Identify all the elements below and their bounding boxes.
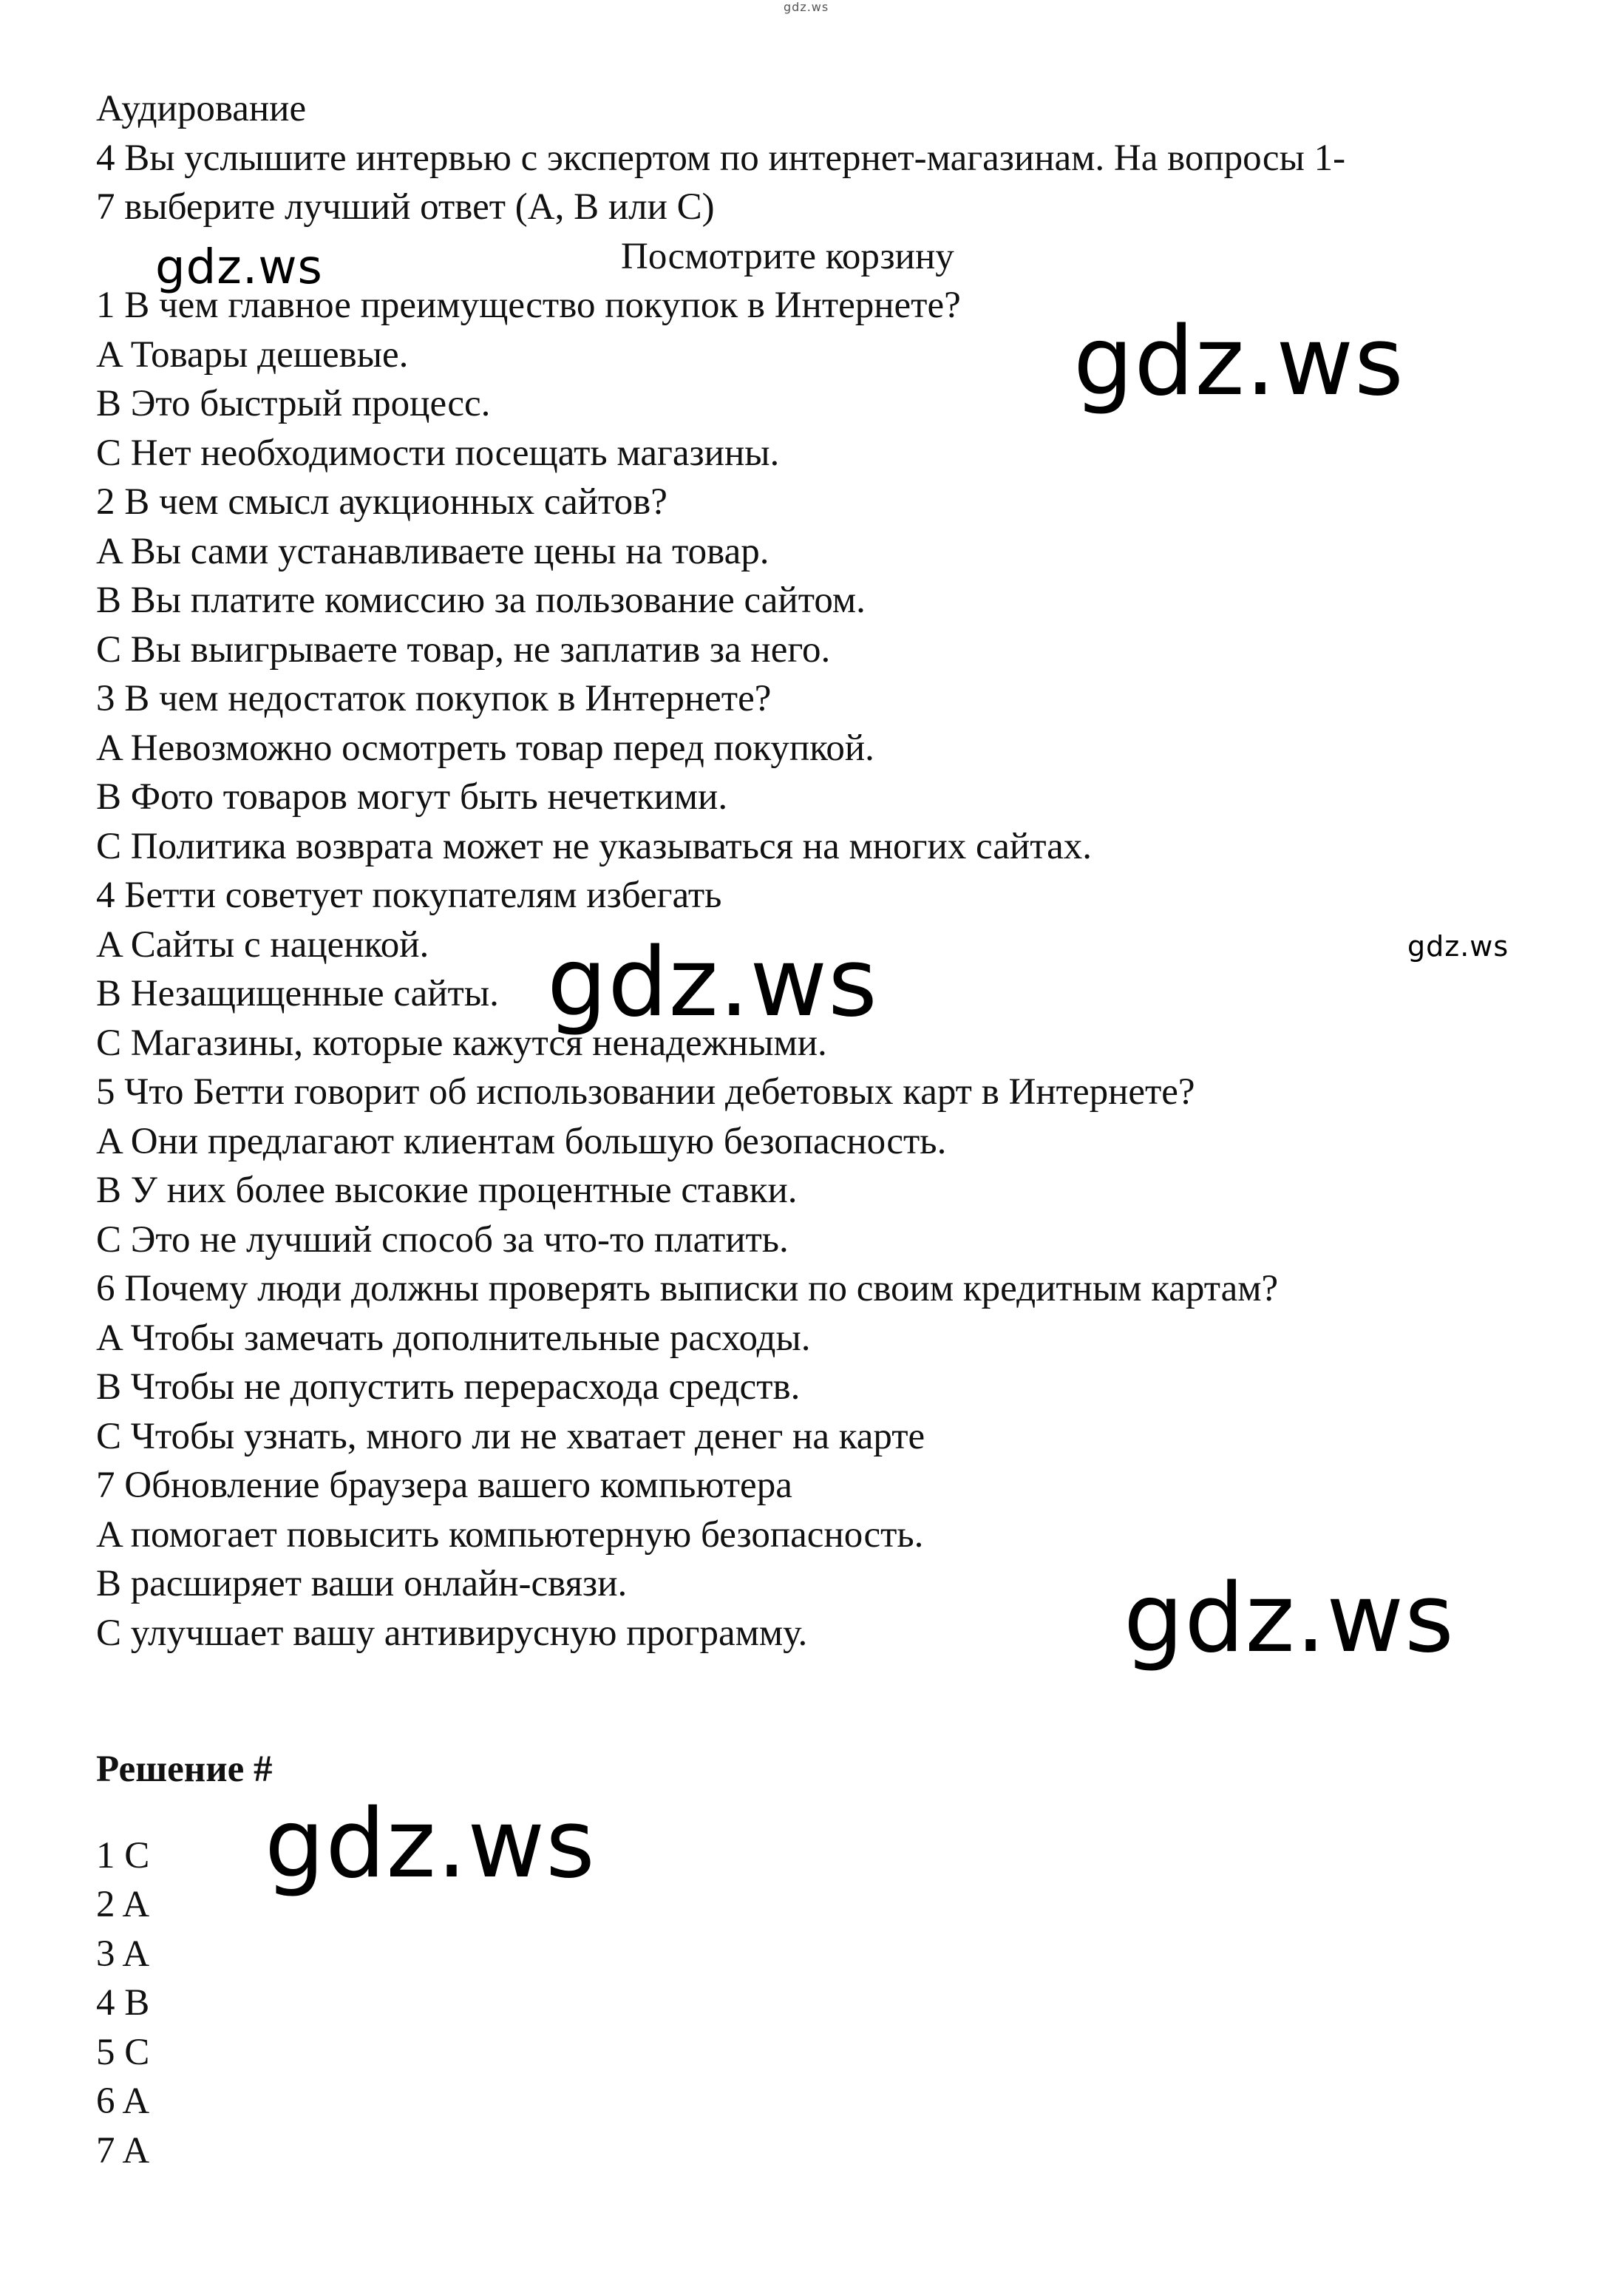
question-text: 3 В чем недостаток покупок в Интернете? xyxy=(96,678,772,719)
question-block-6 xyxy=(96,1264,1560,1461)
question-text: 7 Обновление браузера вашего компьютера xyxy=(96,1465,792,1506)
task-instruction-line-1: 4 Вы услышите интервью с экспертом по интернет-магазинам. На вопросы 1- xyxy=(96,137,1346,179)
answer-item: 5 C xyxy=(96,2031,150,2073)
option-a: A помогает повысить компьютерную безопасность. xyxy=(96,1513,924,1556)
answer-item: 2 A xyxy=(96,1884,150,1925)
option-a: A Вы сами устанавливаете цены на товар. xyxy=(96,530,769,572)
question-block-3 xyxy=(96,674,1560,871)
question-text: 2 В чем смысл аукционных сайтов? xyxy=(96,481,667,523)
question-text: 6 Почему люди должны проверять выписки по своим кредитным картам? xyxy=(96,1268,1279,1309)
task-instruction-line-2: 7 выберите лучший ответ (A, B или C) xyxy=(96,186,715,228)
subtitle: Посмотрите корзину xyxy=(621,235,954,277)
solution-section xyxy=(96,1745,272,2175)
option-a: A Чтобы замечать дополнительные расходы. xyxy=(96,1317,811,1359)
option-a: A Невозможно осмотреть товар перед покупкой. xyxy=(96,727,874,769)
option-b: B Фото товаров могут быть нечеткими. xyxy=(96,776,728,818)
section-title: Аудирование xyxy=(96,88,307,129)
answer-item: 6 A xyxy=(96,2081,150,2122)
question-block-2 xyxy=(96,478,1560,674)
question-text: 5 Что Бетти говорит об использовании дебетовых карт в Интернете? xyxy=(96,1071,1195,1113)
option-c: C Политика возврата может не указываться на многих сайтах. xyxy=(96,825,1092,867)
header-watermark: gdz.ws xyxy=(784,0,829,14)
option-b: B Незащищенные сайты. xyxy=(96,973,499,1014)
answer-list xyxy=(96,1831,272,2176)
question-block-5 xyxy=(96,1068,1560,1264)
watermark: gdz.ws xyxy=(1407,930,1509,963)
watermark: gdz.ws xyxy=(265,1789,596,1899)
option-a: A Товары дешевые. xyxy=(96,333,409,376)
option-a: A Они предлагают клиентам большую безопасность. xyxy=(96,1120,947,1162)
option-c: C Магазины, которые кажутся ненадежными. xyxy=(96,1022,827,1064)
option-b: B расширяет ваши онлайн-связи. xyxy=(96,1563,628,1604)
answer-item: 7 A xyxy=(96,2129,150,2171)
watermark: gdz.ws xyxy=(1073,307,1404,417)
option-b: B У них более высокие процентные ставки. xyxy=(96,1170,798,1211)
question-text: 4 Бетти советует покупателям избегать xyxy=(96,875,722,916)
option-c: C Чтобы узнать, много ли не хватает денег на карте xyxy=(96,1415,925,1457)
option-c: C Нет необходимости посещать магазины. xyxy=(96,432,780,474)
option-c: C улучшает вашу антивирусную программу. xyxy=(96,1612,808,1654)
answer-item: 3 A xyxy=(96,1933,150,1975)
option-b: B Это быстрый процесс. xyxy=(96,383,491,424)
option-c: C Вы выигрываете товар, не заплатив за него. xyxy=(96,628,831,671)
option-b: B Чтобы не допустить перерасхода средств. xyxy=(96,1366,801,1408)
question-text: 1 В чем главное преимущество покупок в Интернете? xyxy=(96,285,961,326)
option-a: A Сайты с наценкой. xyxy=(96,923,429,966)
watermark: gdz.ws xyxy=(1124,1564,1455,1674)
answer-item: 4 B xyxy=(96,1982,150,2024)
option-c: C Это не лучший способ за что-то платить. xyxy=(96,1218,789,1261)
watermark: gdz.ws xyxy=(155,240,323,295)
answer-item: 1 C xyxy=(96,1834,150,1876)
watermark: gdz.ws xyxy=(547,928,878,1038)
option-b: B Вы платите комиссию за пользование сайтом. xyxy=(96,580,866,621)
solution-title: Решение # xyxy=(96,1749,273,1790)
